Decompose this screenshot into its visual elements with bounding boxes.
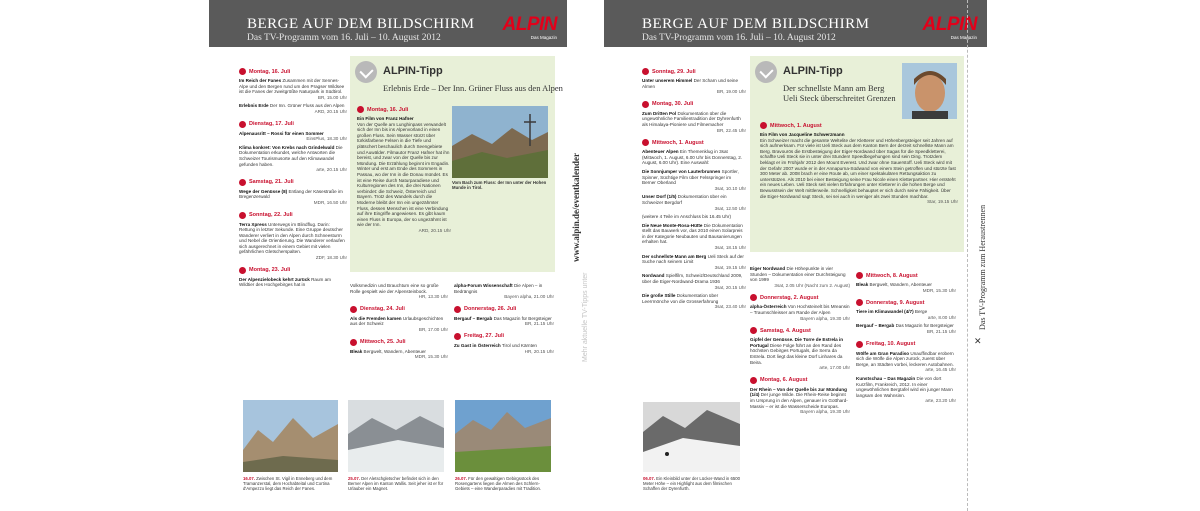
program-entry: [239, 189, 347, 206]
program-title: Die große Stille: [642, 293, 676, 299]
program-description: Unterwegs im Blindflug. Darin: Rettung in letzter Sekunde. Eine Gruppe deutscher Wanderer verliert in den Alpen durch Schneesturm und Nebel die Orientierung. Die Wanderer verlaufen sich ausgerechnet in einem Gebiet mit vielen gefährlichen Gletscherspalten.: [239, 221, 345, 255]
tv-tipps-note-left: Mehr aktuelle TV-Tipps unter: [582, 272, 589, 362]
program-entry: [642, 78, 746, 95]
day-marker-icon: [239, 179, 246, 186]
program-description: Der junge Wilde. Die Rhein-Reise beginnt im Ursprung in den Alpen, genauer im Gotthard-Massiv – er ist die Wasserscheide Europas.: [750, 392, 848, 409]
day-marker-icon: [239, 121, 246, 128]
program-title: Bergauf – Bergab: [856, 323, 895, 329]
day-marker-icon: [856, 299, 863, 306]
program-entry: [750, 304, 850, 321]
tip-text-right: Ein Schweizer macht die gesamte Weltelite der Kletterer und Höhenbergsteiger seit Jahren auf sich aufmerksam. Für viele ist Ueli Steck aus dem Kanton Bern der derzeit schnellste Mann am Berg. Bravourös die Erstbesteigung der Eiger-Nordwand über Sagas für die Speedkletterei, schaffte Ueli Steck sie in unter drei Stunden! Speedbegehungen sind sein Ding. Trotzdem beklagt er im Frühjahr 2012 den Mount Everest. Und zwar ohne Sauerstoff. Ueli Steck wird mit der Gefahr 2007 wurde er in der Annapurna-Südwand von einem Stein getroffen und stürzte fast 300 Meter ab. 2008 brach er eine Route ab, um einer spektakulären Rettungsaktion zu unterstützen. Als 2010 bei einer Besteigung seine Frau Nicole einen Kletterpartner. Hier entsteht ein neues Leben. Ueli Steck seit vielen Erfahrungen unter Kletterer in die hohen Berge und Bewusstsein der Welt mittlerweile. Schnelligkeit behauptet er sich durch seine Fähigkeit. Über die Eiger-Nordwand sagt Steck, sei sei auch in weniger als zwei Stunden machbar.: [760, 137, 956, 199]
program-column-3: [454, 283, 554, 357]
program-channel-time: BR, 17.00 Uhr: [418, 326, 448, 332]
day-heading: Sonntag, 29. Juli: [642, 68, 746, 75]
day-heading: Dienstag, 17. Juli: [239, 121, 347, 128]
left-page: [209, 0, 567, 511]
day-heading: Mittwoch, 8. August: [856, 272, 956, 279]
program-entry: [642, 293, 746, 310]
logo-tagline-right: Das Magazin: [950, 35, 977, 40]
program-entry: [454, 283, 554, 300]
side-text-right: Das TV-Programm zum Heraustrennen: [978, 204, 987, 330]
day-marker-icon: [239, 267, 246, 274]
program-title: Der Rhein – Von der Quelle bis zur Mündung (1/4): [750, 386, 847, 398]
program-title: Zu Gast in Österreich: [454, 342, 501, 348]
program-entry: [350, 349, 448, 360]
program-description: Sportler, Spinner, Süchtige Film über Felsspringer im Berner Oberland: [642, 168, 739, 186]
program-channel-time: 3sat, 20.15 Uhr: [714, 284, 746, 290]
tip-text: Von der Quelle am Lunghinpass verwandelt sich der Inn bis ins Alpenvorland in einen großen Fluss. Sein Wasser stürzt über türkisfarbene Felsen in die Tiefe und plätschert beschaulich durch Seengebiete und Auwälder. Filmautor Franz Hafner hat ihn bereist, und zwar von der Quelle bis zur Mündung. Die Erzählung beginnt im Engadin. Winter und erst am Ende des Sommers in Passau, wo der Inn in die Donau mündet. Es ist eine Reise durch Naturparadiese und Kulturregionen des Inn, die drei Nationen verbindet: die Schweiz, Österreich und Bayern. Trotz des Wandels durch die Moderne bleibt der Inn ein ungezähmter Fluss, dessen Menschen ist eine Verbindung auf ihre Eingriffe angewiesen. Es gibt kaum einen Fluss in Europa, der so ungezähmt ist wie der Inn.: [357, 121, 450, 228]
program-title: alpha-Österreich: [750, 304, 787, 310]
scissor-icon-right: ✕: [974, 336, 982, 346]
program-entry: [642, 149, 746, 166]
program-entry: [856, 351, 956, 373]
tip-subtitle: Erlebnis Erde – Der Inn. Grüner Fluss aus den Alpen: [383, 83, 563, 93]
program-channel-time: arte, 16.45 Uhr: [925, 367, 956, 373]
program-title: Zum Dritten Pol: [642, 110, 677, 116]
header-subtitle: Das TV-Programm vom 16. Juli – 10. August 2012: [247, 33, 441, 43]
program-entry: [239, 103, 347, 114]
program-channel-time: 3sat, 19.15 Uhr: [714, 264, 746, 270]
program-channel-time: Bayern alpha, 21.00 Uhr: [504, 294, 554, 300]
program-title: Kunstschau – Das Magazin: [856, 375, 916, 381]
program-entry: [454, 316, 554, 327]
tip-subtitle-line-1: Der schnellste Mann am Berg: [783, 83, 885, 93]
program-description: Dokumentation über die ungewöhnliche Familientradition der Dyhrenfurth als Himalaya-Pioniere und Filmemacher: [642, 110, 741, 127]
program-channel-time: EinsPlus, 18.30 Uhr: [306, 136, 347, 142]
program-title: Erlebnis Erde: [239, 103, 269, 109]
day-heading: Mittwoch, 25. Juli: [350, 339, 448, 346]
program-description: Tirol und Kärnten: [501, 342, 537, 348]
day-heading: Sonntag, 22. Juli: [239, 212, 347, 219]
program-title: Nordwand: [642, 273, 665, 279]
day-heading: Montag, 23. Juli: [239, 267, 347, 274]
alpin-tip-icon: [355, 61, 377, 83]
program-description: Urlaubsgeschichten aus der Schweiz: [350, 315, 444, 327]
program-channel-time: BR, 21.15 Uhr: [524, 321, 554, 327]
day-heading: Donnerstag, 2. August: [750, 294, 850, 301]
program-description: Spielfilm, Schweiz/Deutschland 2009, über die Eiger-Nordwand-Drama 1936: [642, 273, 743, 285]
cut-line-right: [967, 0, 968, 511]
program-entry: [750, 337, 850, 371]
program-channel-time: BR, 22.45 Uhr: [716, 127, 746, 133]
right-page: [604, 0, 987, 511]
program-channel-time: ZDF, 18.30 Uhr: [315, 255, 347, 261]
day-heading: Montag, 30. Juli: [642, 101, 746, 108]
day-marker-icon: [454, 333, 461, 340]
program-column-r1: [642, 62, 746, 313]
alpin-tip-box-right: [750, 56, 964, 252]
program-title: Abenteuer Alpen: [642, 149, 679, 155]
tip-meta: ARD, 20.15 Uhr: [418, 227, 451, 233]
alpin-logo-right: ALPIN: [922, 14, 977, 35]
program-entry: [239, 131, 347, 142]
tip-body-right: [760, 132, 958, 205]
program-title: Tiere im Klimawandel (4/7): [856, 309, 914, 315]
program-title: Alpenausritt – Rossi für einen Sommer: [239, 130, 324, 136]
tip-day: Montag, 16. Juli: [357, 106, 451, 113]
program-channel-time: 3sat, 18.15 Uhr: [714, 245, 746, 251]
program-description: Diese Folge führt an den Rand des höchsten Gebirges Portugals, die Serra da Estrela. Dort liegt das kleine Dorf Linhares da Beira.: [750, 342, 843, 365]
program-channel-time: Bayern alpha, 19.30 Uhr: [800, 315, 850, 321]
program-entry: [350, 316, 448, 333]
header-title: BERGE AUF DEM BILDSCHIRM: [247, 16, 475, 32]
program-entry: [856, 323, 956, 334]
tip-body: [357, 116, 451, 233]
program-entry: [642, 111, 746, 133]
day-marker-icon: [750, 327, 757, 334]
program-description: Dokumentation über ein Schweizer Bergdorf: [642, 194, 727, 205]
program-entry: [239, 222, 347, 261]
program-title: Als die Fremden kamen: [350, 315, 402, 321]
program-channel-time: BR, 19.00 Uhr: [716, 89, 746, 95]
header-subtitle-right: Das TV-Programm vom 16. Juli – 10. August 2012: [642, 33, 836, 43]
tip-subtitle-right: [783, 83, 896, 103]
logo-tagline: Das Magazin: [530, 35, 557, 40]
tip-meta-right: Star, 19.15 Uhr: [927, 199, 958, 205]
program-title: Gipfel der Genüsse. Die Torre de Estrela in Portugal: [750, 337, 844, 348]
program-description: (weitere 4 Teile im Anschluss bis 16.45 Uhr): [642, 214, 732, 220]
program-channel-time: BR, 15.00 Uhr: [317, 94, 347, 100]
page-header-right: [604, 0, 987, 47]
himalaya-photo: [643, 402, 740, 472]
program-entry: [454, 343, 554, 354]
program-channel-time: 3sat, 2.05 Uhr (Nacht zum 2. August): [774, 282, 850, 288]
program-channel-time: arte, 17.00 Uhr: [819, 365, 850, 371]
program-description: Unauffindbar erobern sich die Wölfe die Alpen zurück, zuerst über Berge, an Städten vorbei, leckeren Autobahnen.: [856, 350, 954, 367]
program-channel-time: MDR, 15.30 Uhr: [414, 354, 448, 360]
program-title: Bleak: [350, 348, 363, 354]
program-description: Der Inn. Grüner Fluss aus den Alpen: [269, 103, 345, 109]
day-marker-icon: [454, 306, 461, 313]
aletsch-glacier-photo: [348, 400, 444, 472]
day-marker-icon: [856, 272, 863, 279]
program-entry: [239, 277, 347, 288]
alpin-tip-box: [350, 56, 563, 272]
program-description: Berge: [914, 309, 928, 315]
alpin-tip-icon-right: [755, 61, 777, 83]
program-entry: [642, 214, 746, 220]
day-heading: Freitag, 27. Juli: [454, 333, 554, 340]
program-entry: [642, 273, 746, 290]
program-title: Wege der Genüsse (8): [239, 188, 288, 194]
inn-river-photo: [452, 106, 548, 178]
program-description: Das Magazin für Bergsteiger: [895, 323, 954, 329]
program-title: Die Sonnjumper von Lauterbrunnen: [642, 168, 721, 174]
program-title: Im Reich der Fanes: [239, 78, 282, 83]
program-channel-time: MDR, 16.50 Uhr: [313, 199, 347, 205]
program-entry: [642, 223, 746, 251]
tip-subtitle-line-2: Ueli Steck überschreitet Grenzen: [783, 93, 896, 103]
program-entry: [350, 283, 448, 300]
program-description: Die Alpen – in Bedrängnis: [454, 283, 543, 294]
program-description: Dokumentation über Leerrmönche von die Grosserfahrung: [642, 293, 719, 304]
program-channel-time: Bayern alpha, 19.30 Uhr: [800, 409, 850, 415]
day-heading: Montag, 16. Juli: [239, 68, 347, 75]
eventkalender-url-left[interactable]: www.alpin.de/eventkalender: [571, 152, 581, 262]
day-marker-icon: [642, 139, 649, 146]
program-channel-time: 3sat, 12.50 Uhr: [714, 205, 746, 211]
program-channel-time: arte, 8.00 Uhr: [927, 314, 956, 320]
program-channel-time: HR, 13.30 Uhr: [418, 294, 448, 300]
tip-photo-caption: Vom Bach zum Fluss: der Inn unter der Hohen Munde in Tirol.: [452, 180, 547, 191]
photo-caption-right: 06.07. Ein Kleinbild unter der Lücker-Wand in 6500 Meter Höhe – ein Highlight aus dem filmischen Schaffen der Dyrenfurth.: [643, 476, 741, 492]
day-heading: Mittwoch, 1. August: [642, 139, 746, 146]
program-entry: [642, 254, 746, 271]
tip-heading: Ein Film von Franz Hafner: [357, 116, 414, 121]
fanes-photo: [243, 400, 338, 472]
tip-day-right: Mittwoch, 1. August: [760, 122, 958, 129]
program-title: Der schnellste Mann am Berg: [642, 253, 707, 259]
tip-label-right: ALPIN-Tipp: [783, 65, 843, 77]
program-channel-time: arte, 23.20 Uhr: [925, 398, 956, 404]
tip-heading-right: Ein Film von Jacqueline Schwerzmann: [760, 132, 845, 137]
day-marker-icon: [750, 294, 757, 301]
day-heading: Samstag, 4. August: [750, 327, 850, 334]
day-marker-icon: [239, 68, 246, 75]
program-title: Klima konkret: Von Krebs nach Grindelwald: [239, 144, 335, 150]
program-column-2: [350, 283, 448, 363]
program-entry: [856, 282, 956, 293]
header-title-right: BERGE AUF DEM BILDSCHIRM: [642, 16, 870, 32]
program-description: Die Dokumentation stellt das Bauwerk vor, das 2010 einen Solarpreis in der Kategorie Neubauten und Bausanierungen erhalten hat.: [642, 222, 743, 245]
program-entry: [856, 376, 956, 404]
program-title: Der Alpenzielobeck kehrt zurück: [239, 276, 310, 282]
program-description: Ein Themenklug in 3sat (Mittwoch, 1. August, 6.00 Uhr bis Donnerstag, 2. August, 6.00 Uhr). Eine Auswahl:: [642, 149, 743, 166]
program-channel-time: ARD, 20.15 Uhr: [314, 108, 347, 114]
program-column-r3: [856, 266, 956, 407]
day-heading: Samstag, 21. Juli: [239, 179, 347, 186]
day-marker-icon: [239, 212, 246, 219]
program-entry: [642, 169, 746, 191]
day-heading: Donnerstag, 9. August: [856, 299, 956, 306]
day-marker-icon: [350, 306, 357, 313]
program-channel-time: 3sat, 23.40 Uhr: [714, 304, 746, 310]
program-description: Volksmedizin und Brauchtum eine so große Rolle gespielt wie der Alpensteinbock.: [350, 283, 439, 294]
photo-caption-2: 25.07. Der Aletschgletscher befindet sich in den Berner Alpen im Kanton Wallis. Seit jeher ist er für Urlauber ein Magnet.: [348, 476, 444, 492]
program-entry: [856, 309, 956, 320]
page-header: [209, 0, 567, 47]
program-description: Bergwelt, Wandern, Abenteuer: [363, 348, 426, 354]
program-channel-time: MDR, 15.30 Uhr: [922, 287, 956, 293]
program-title: Wölfe am Gran Paradiso: [856, 350, 910, 356]
day-marker-icon: [642, 68, 649, 75]
program-title: Die Neue Monte-Rosa-Hütte: [642, 222, 703, 228]
program-column-1: [239, 62, 347, 291]
program-title: Eiger Nordwand: [750, 266, 786, 271]
program-entry: [750, 266, 850, 288]
tip-label: ALPIN-Tipp: [383, 65, 443, 77]
program-description: Die von dort Kurzfilm, Frankreich, 2012. In einer ungewöhnlichen Bergtafel wird ein junger Mann langsam den Wahnsinn.: [856, 375, 953, 398]
program-description: Entlang der Käsestraße im Bregenzerwald: [239, 188, 343, 200]
program-entry: [239, 145, 347, 173]
program-entry: [750, 387, 850, 415]
day-marker-icon: [856, 341, 863, 348]
day-heading: Dienstag, 24. Juli: [350, 306, 448, 313]
ueli-steck-portrait: [902, 63, 957, 119]
program-description: Die Höhepunkte in vier Stunden – Dokumentation einer Durchsteigung von 1999: [750, 266, 846, 283]
program-description: Raum am Wildtier des Hochgebirges hat in: [239, 276, 332, 288]
program-channel-time: HR, 20.15 Uhr: [524, 348, 554, 354]
day-heading: Freitag, 10. August: [856, 341, 956, 348]
program-channel-time: 3sat, 10.10 Uhr: [714, 185, 746, 191]
program-title: Unter unserem Himmel: [642, 78, 693, 83]
program-column-r2: [750, 266, 850, 418]
day-marker-icon: [750, 377, 757, 384]
program-description: Ueli Steck auf der Suche nach seinem Limit: [642, 253, 744, 265]
program-channel-time: arte, 20.15 Uhr: [316, 167, 347, 173]
program-entry: [239, 78, 347, 100]
photo-caption-3: 26.07. Für den gewaltigen Gebirgsstock des Rosengartens liegen die Almen des Schlern-Gebiets – eine Wanderparadies mit Tradition.: [455, 476, 542, 492]
day-marker-icon: [642, 101, 649, 108]
program-title: alpha-Forum Wissenschaft: [454, 283, 513, 288]
program-channel-time: BR, 21.15 Uhr: [926, 328, 956, 334]
program-description: Das Magazin für Bergsteiger: [493, 315, 552, 321]
program-title: Bergauf – Bergab: [454, 315, 493, 321]
rosengarten-photo: [455, 400, 551, 472]
alpin-logo: ALPIN: [502, 14, 557, 35]
program-description: Von Hochsteinelt bis Mreansin – Traumschleisser am Rande der Alpen: [750, 304, 850, 315]
program-description: Die Dokumentation erkundet, welche Antworten die Schweizer Tourismusorte auf den Klimawandel gefunden haben.: [239, 144, 343, 167]
photo-caption-1: 16.07. Zwischen St. Vigil in Enneberg und dem Tramanzerstal, dem Hochabteital und Cortina d'Ampezzo liegt das Reich der Fanes.: [243, 476, 333, 492]
program-title: Terra Xpress: [239, 221, 267, 227]
program-description: Zusammen mit der Sennes-Alpe und den Bergen rund um den Pragser Wildsee ist die Fanes der zweitgrößte Naturpark in Südtirol.: [239, 78, 345, 95]
program-entry: [642, 194, 746, 211]
program-title: Unser Dorf (1/5): [642, 194, 677, 200]
program-title: Bleak: [856, 282, 869, 287]
program-description: Bergwelt, Wandern, Abenteuer: [869, 282, 932, 287]
day-marker-icon: [350, 339, 357, 346]
day-heading: Donnerstag, 26. Juli: [454, 306, 554, 313]
program-description: Der Scharn und seine Almen: [642, 78, 739, 89]
day-heading: Montag, 6. August: [750, 377, 850, 384]
